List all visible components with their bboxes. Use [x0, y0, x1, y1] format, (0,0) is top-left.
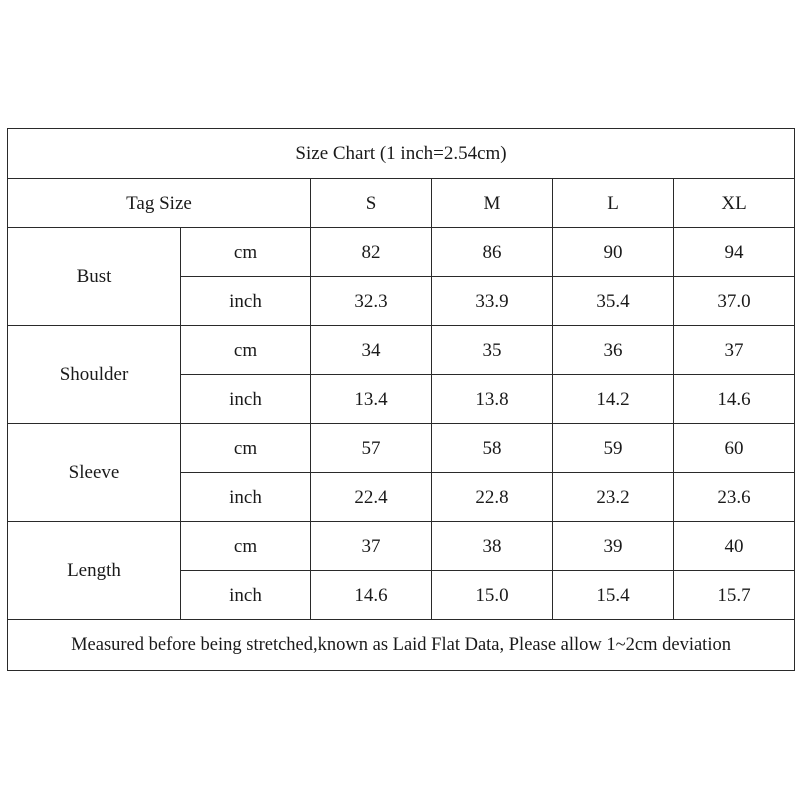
value-cell: 22.8: [432, 473, 553, 522]
value-cell: 23.2: [553, 473, 674, 522]
table-row: [8, 228, 795, 277]
value-cell: 38: [432, 522, 553, 571]
value-cell: 33.9: [432, 277, 553, 326]
value-cell: 22.4: [311, 473, 432, 522]
value-cell: 15.4: [553, 571, 674, 620]
value-cell: 57: [311, 424, 432, 473]
footer-note-row: [8, 620, 795, 671]
unit-cell: inch: [181, 277, 311, 326]
unit-cell: cm: [181, 522, 311, 571]
value-cell: 32.3: [311, 277, 432, 326]
value-cell: 82: [311, 228, 432, 277]
unit-cell: inch: [181, 571, 311, 620]
unit-cell: inch: [181, 375, 311, 424]
table-row: [8, 424, 795, 473]
value-cell: 14.6: [674, 375, 795, 424]
value-cell: 34: [311, 326, 432, 375]
unit-cell: inch: [181, 473, 311, 522]
size-header-l: L: [553, 179, 674, 228]
value-cell: 58: [432, 424, 553, 473]
value-cell: 59: [553, 424, 674, 473]
measure-label-length: Length: [8, 522, 181, 620]
table-row: [8, 522, 795, 571]
value-cell: 14.2: [553, 375, 674, 424]
size-header-xl: XL: [674, 179, 795, 228]
footer-note: Measured before being stretched,known as Laid Flat Data, Please allow 1~2cm deviation: [8, 620, 795, 671]
value-cell: 90: [553, 228, 674, 277]
value-cell: 13.8: [432, 375, 553, 424]
value-cell: 23.6: [674, 473, 795, 522]
value-cell: 35: [432, 326, 553, 375]
value-cell: 15.0: [432, 571, 553, 620]
value-cell: 94: [674, 228, 795, 277]
unit-cell: cm: [181, 424, 311, 473]
value-cell: 14.6: [311, 571, 432, 620]
value-cell: 37.0: [674, 277, 795, 326]
value-cell: 13.4: [311, 375, 432, 424]
value-cell: 39: [553, 522, 674, 571]
measure-label-shoulder: Shoulder: [8, 326, 181, 424]
header-row: [8, 179, 795, 228]
size-chart-table: [7, 128, 795, 671]
table-row: [8, 326, 795, 375]
value-cell: 35.4: [553, 277, 674, 326]
value-cell: 86: [432, 228, 553, 277]
measure-label-sleeve: Sleeve: [8, 424, 181, 522]
unit-cell: cm: [181, 228, 311, 277]
size-header-s: S: [311, 179, 432, 228]
value-cell: 60: [674, 424, 795, 473]
size-header-m: M: [432, 179, 553, 228]
measure-label-bust: Bust: [8, 228, 181, 326]
title-row: [8, 129, 795, 179]
value-cell: 37: [311, 522, 432, 571]
value-cell: 40: [674, 522, 795, 571]
tag-size-header: Tag Size: [8, 179, 311, 228]
unit-cell: cm: [181, 326, 311, 375]
value-cell: 36: [553, 326, 674, 375]
value-cell: 37: [674, 326, 795, 375]
chart-title: Size Chart (1 inch=2.54cm): [8, 129, 795, 179]
value-cell: 15.7: [674, 571, 795, 620]
